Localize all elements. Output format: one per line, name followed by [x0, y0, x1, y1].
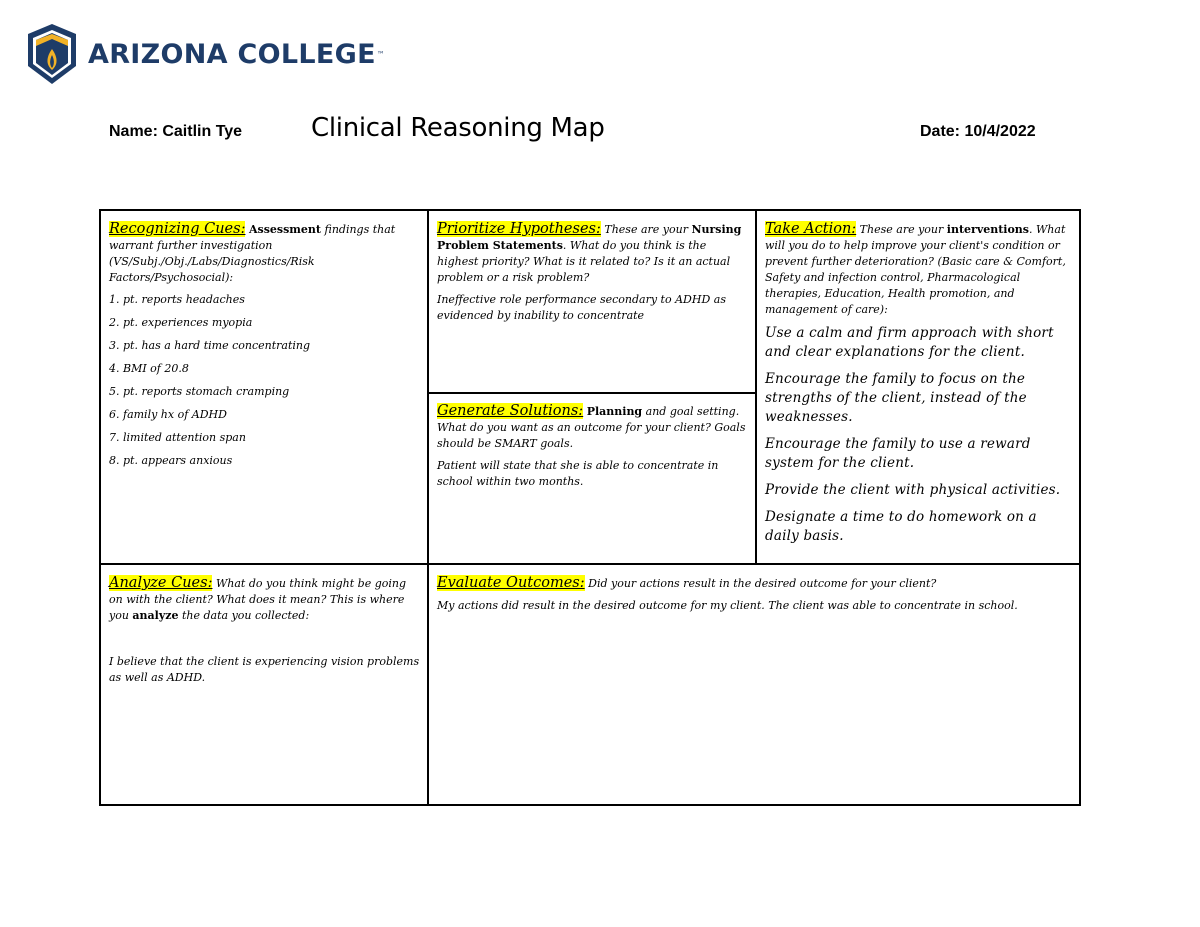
- generate-answer: Patient will state that she is able to concentrate in school within two months.: [437, 459, 719, 488]
- evaluate-outcomes-section: [437, 575, 1073, 620]
- analyze-cues-section: [109, 575, 421, 692]
- generate-solutions-section: [437, 403, 749, 496]
- action-prompt: . What will you do to help improve your client's condition or prevent further deterioration? (Basic care & Comfort, Safety and infection control, Pharmacological therapies, Education, Health promotion, and management of care):: [765, 223, 1066, 316]
- divider-vertical-right: [755, 211, 757, 564]
- divider-horizontal-main: [101, 563, 1079, 565]
- analyze-bold: analyze: [132, 609, 179, 622]
- divider-horizontal-middle: [428, 392, 756, 394]
- action-bold: interventions: [946, 223, 1029, 236]
- list-item: 6. family hx of ADHD: [109, 408, 227, 421]
- list-item: Encourage the family to focus on the strengths of the client, instead of the weaknesses.: [765, 371, 1027, 425]
- take-action-heading: Take Action:: [765, 221, 857, 237]
- prioritize-answer: Ineffective role performance secondary to ADHD as evidenced by inability to concentrate: [437, 293, 726, 322]
- arizona-college-logo: [26, 22, 385, 86]
- analyze-prompt-a: What do you think might be going on with the client? What does it mean? This is where you: [109, 577, 407, 622]
- list-item: Provide the client with physical activities.: [765, 482, 1061, 498]
- list-item: Use a calm and firm approach with short and clear explanations for the client.: [765, 325, 1054, 360]
- interventions-list: [765, 324, 1073, 546]
- recognizing-cues-heading: Recognizing Cues:: [109, 221, 246, 237]
- analyze-prompt-b: the data you collected:: [178, 609, 310, 622]
- prioritize-prompt: . What do you think is the highest priority? What is it related to? Is it an actual problem or a risk problem?: [437, 239, 731, 284]
- list-item: Designate a time to do homework on a daily basis.: [765, 509, 1037, 544]
- list-item: 1. pt. reports headaches: [109, 293, 245, 306]
- list-item: 7. limited attention span: [109, 431, 246, 444]
- analyze-answer: I believe that the client is experiencing vision problems as well as ADHD.: [109, 655, 420, 684]
- prioritize-hypotheses-heading: Prioritize Hypotheses:: [437, 221, 601, 237]
- list-item: 4. BMI of 20.8: [109, 362, 189, 375]
- list-item: Encourage the family to use a reward system for the client.: [765, 436, 1031, 471]
- list-item: 8. pt. appears anxious: [109, 454, 233, 467]
- list-item: 2. pt. experiences myopia: [109, 316, 253, 329]
- generate-bold: Planning: [586, 405, 643, 418]
- generate-solutions-heading: Generate Solutions:: [437, 403, 584, 419]
- divider-vertical-left: [427, 211, 429, 804]
- prioritize-hypotheses-section: [437, 221, 747, 330]
- recognizing-cues-section: [109, 221, 415, 476]
- prioritize-bold: Nursing Problem Statements: [437, 223, 742, 252]
- logo-wordmark: ARIZONA COLLEGE: [88, 38, 376, 70]
- evaluate-answer: My actions did result in the desired outcome for my client. The client was able to concentrate in school.: [437, 599, 1018, 612]
- analyze-cues-heading: Analyze Cues:: [109, 575, 213, 591]
- cues-list: [109, 292, 415, 469]
- evaluate-outcomes-heading: Evaluate Outcomes:: [437, 575, 585, 591]
- evaluate-prompt: Did your actions result in the desired outcome for your client?: [584, 577, 937, 590]
- page-title: Clinical Reasoning Map: [311, 113, 605, 143]
- student-name: Name: Caitlin Tye: [109, 123, 243, 140]
- shield-icon: [26, 22, 78, 86]
- prioritize-pre: These are your: [600, 223, 692, 236]
- recognizing-cues-bold: Assessment: [248, 223, 321, 236]
- list-item: 3. pt. has a hard time concentrating: [109, 339, 311, 352]
- recognizing-cues-prompt: findings that warrant further investigation (VS/Subj./Obj./Labs/Diagnostics/Risk Factors/Psychosocial):: [109, 223, 396, 284]
- take-action-section: [765, 221, 1073, 554]
- trademark-mark: ™: [376, 49, 385, 59]
- date-label: Date: 10/4/2022: [920, 123, 1036, 140]
- clinical-reasoning-grid: [99, 209, 1081, 806]
- generate-prompt: and goal setting. What do you want as an outcome for your client? Goals should be SMART goals.: [437, 405, 746, 450]
- list-item: 5. pt. reports stomach cramping: [109, 385, 290, 398]
- action-pre: These are your: [856, 223, 947, 236]
